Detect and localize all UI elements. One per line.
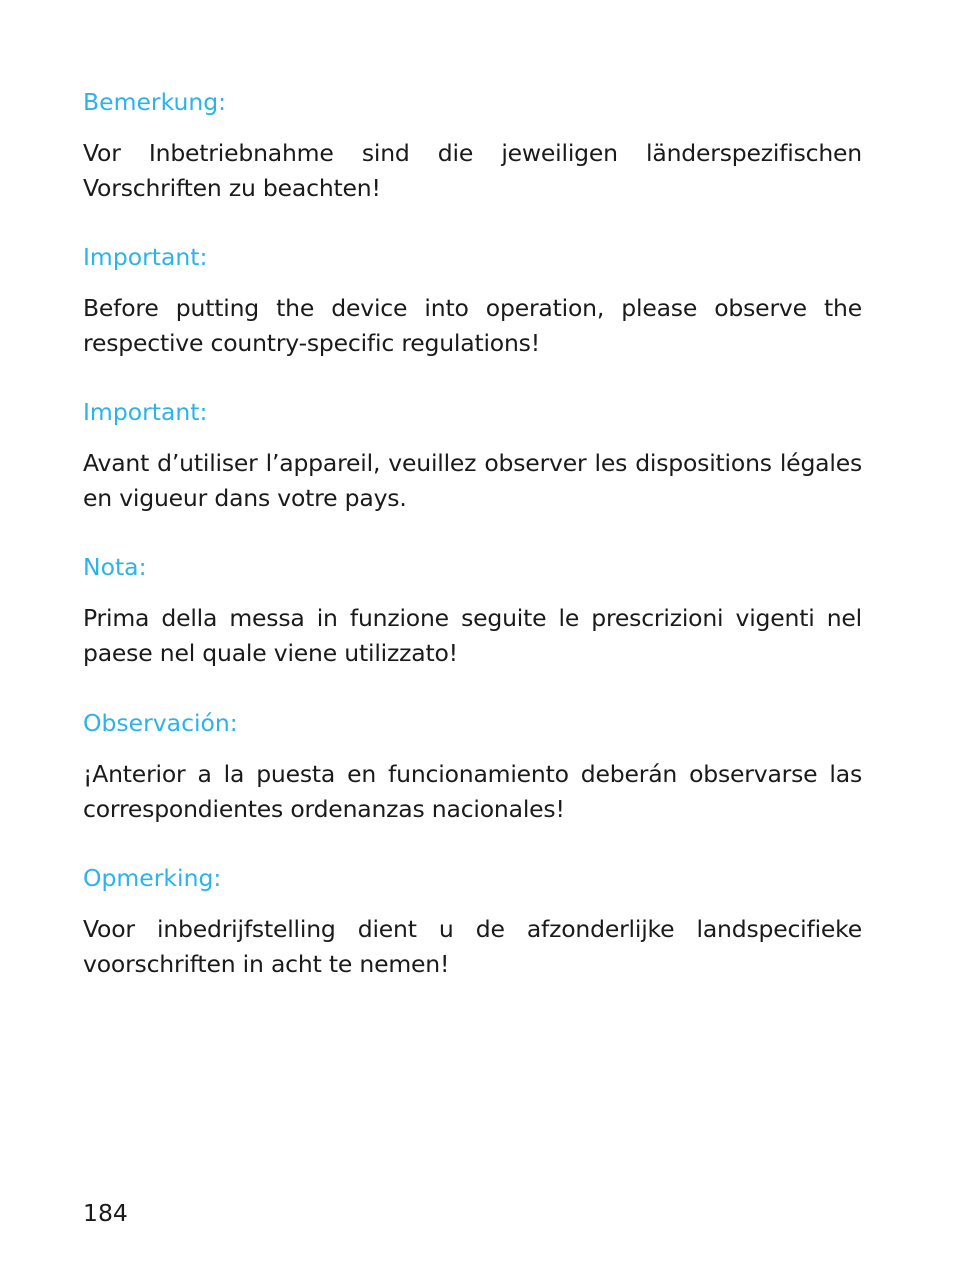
notice-heading: Opmerking: [83, 864, 222, 892]
notice-text: Voor inbedrijfstelling dient u de afzonderlijke landspecifieke voorschriften in acht te nemen! [83, 915, 862, 978]
notice-heading: Nota: [83, 553, 147, 581]
notice-text: Vor Inbetriebnahme sind die jeweiligen länderspezifischen Vorschriften zu beachten! [83, 139, 862, 202]
notice-heading: Bemerkung: [83, 88, 227, 116]
notice-text: Before putting the device into operation, please observe the respective country-specific regulations! [83, 294, 862, 357]
notice-english [83, 243, 862, 361]
notice-italian [83, 553, 862, 671]
notice-text: Avant d’utiliser l’appareil, veuillez observer les dispositions légales en vigueur dans votre pays. [83, 449, 862, 512]
notice-spanish [83, 709, 862, 827]
notice-german [83, 88, 862, 206]
page-number: 184 [83, 1199, 128, 1227]
notice-heading: Important: [83, 243, 208, 271]
notice-french [83, 398, 862, 516]
notice-text: Prima della messa in funzione seguite le prescrizioni vigenti nel paese nel quale viene utilizzato! [83, 604, 862, 667]
notice-dutch [83, 864, 862, 982]
notice-heading: Important: [83, 398, 208, 426]
notice-text: ¡Anterior a la puesta en funcionamiento deberán observarse las correspondientes ordenanzas nacionales! [83, 760, 862, 823]
document-page [83, 0, 862, 1285]
notice-heading: Observación: [83, 709, 238, 737]
